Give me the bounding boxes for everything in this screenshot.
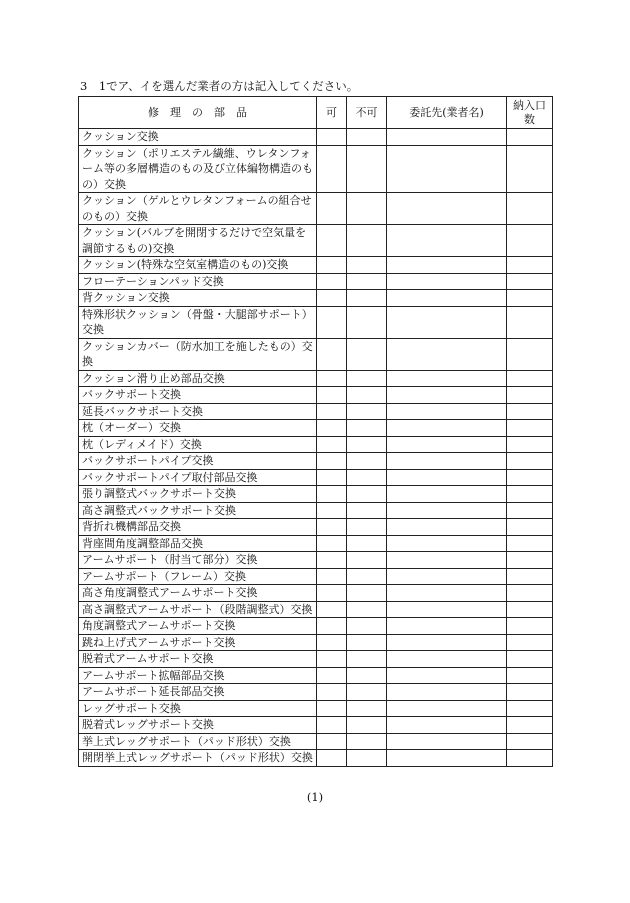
table-row [79,469,553,486]
impossible-cell[interactable] [347,502,387,519]
impossible-cell[interactable] [347,453,387,470]
possible-cell[interactable] [317,469,347,486]
possible-cell[interactable] [317,750,347,767]
repair-part-name: 枕（オーダー）交換 [79,420,317,437]
table-row [79,601,553,618]
delivery-cell[interactable] [507,387,553,404]
possible-cell[interactable] [317,193,347,225]
contractor-cell[interactable] [387,486,507,503]
possible-cell[interactable] [317,552,347,569]
impossible-cell[interactable] [347,145,387,193]
table-row [79,568,553,585]
repair-part-name: 脱着式アームサポート交換 [79,651,317,668]
table-row [79,129,553,146]
possible-cell[interactable] [317,257,347,274]
impossible-cell[interactable] [347,486,387,503]
delivery-cell[interactable] [507,257,553,274]
table-row [79,370,553,387]
repair-part-name: クッション交換 [79,129,317,146]
possible-cell[interactable] [317,129,347,146]
repair-part-name: アームサポート拡幅部品交換 [79,667,317,684]
delivery-cell[interactable] [507,651,553,668]
impossible-cell[interactable] [347,436,387,453]
table-row [79,306,553,338]
possible-cell[interactable] [317,585,347,602]
instruction-text: 3 1でア、イを選んだ業者の方は記入してください。 [80,79,359,93]
delivery-cell[interactable] [507,403,553,420]
table-body [79,129,553,767]
impossible-cell[interactable] [347,469,387,486]
impossible-cell[interactable] [347,552,387,569]
table-row [79,257,553,274]
table-row [79,733,553,750]
repair-part-name: アームサポート（フレーム）交換 [79,568,317,585]
delivery-cell[interactable] [507,667,553,684]
table-row [79,717,553,734]
delivery-cell[interactable] [507,129,553,146]
contractor-cell[interactable] [387,651,507,668]
repair-part-name: 背座間角度調整部品交換 [79,535,317,552]
repair-part-name: 枕（レディメイド）交換 [79,436,317,453]
table-row [79,651,553,668]
possible-cell[interactable] [317,651,347,668]
table-row [79,420,553,437]
delivery-cell[interactable] [507,618,553,635]
table-row [79,667,553,684]
possible-cell[interactable] [317,519,347,536]
table-row [79,290,553,307]
contractor-cell[interactable] [387,469,507,486]
table-row [79,502,553,519]
repair-part-name: クッション滑り止め部品交換 [79,370,317,387]
repair-part-name: 挙上式レッグサポート（パッド形状）交換 [79,733,317,750]
table-row [79,193,553,225]
repair-part-name: クッション（ポリエステル繊維、ウレタンフォーム等の多層構造のもの及び立体編物構造のもの）交換 [79,145,317,193]
delivery-cell[interactable] [507,535,553,552]
repair-part-name: アームサポート延長部品交換 [79,684,317,701]
possible-cell[interactable] [317,403,347,420]
contractor-cell[interactable] [387,700,507,717]
repair-part-name: バックサポートパイプ交換 [79,453,317,470]
table-row [79,338,553,370]
delivery-cell[interactable] [507,486,553,503]
possible-cell[interactable] [317,273,347,290]
contractor-cell[interactable] [387,585,507,602]
repair-part-name: 跳ね上げ式アームサポート交換 [79,634,317,651]
repair-part-name: 高さ角度調整式アームサポート交換 [79,585,317,602]
repair-part-name: フローテーションパッド交換 [79,273,317,290]
impossible-cell[interactable] [347,601,387,618]
contractor-cell[interactable] [387,618,507,635]
contractor-cell[interactable] [387,568,507,585]
possible-cell[interactable] [317,684,347,701]
delivery-cell[interactable] [507,273,553,290]
repair-part-name: アームサポート（肘当て部分）交換 [79,552,317,569]
delivery-cell[interactable] [507,420,553,437]
table-row [79,634,553,651]
impossible-cell[interactable] [347,684,387,701]
delivery-cell[interactable] [507,145,553,193]
impossible-cell[interactable] [347,403,387,420]
impossible-cell[interactable] [347,733,387,750]
header-delivery: 納入口数 [507,97,553,129]
table-row [79,453,553,470]
repair-part-name: クッション（ゲルとウレタンフォームの組合せのもの）交換 [79,193,317,225]
delivery-cell[interactable] [507,370,553,387]
repair-part-name: 背折れ機構部品交換 [79,519,317,536]
possible-cell[interactable] [317,733,347,750]
contractor-cell[interactable] [387,257,507,274]
contractor-cell[interactable] [387,145,507,193]
contractor-cell[interactable] [387,684,507,701]
delivery-cell[interactable] [507,684,553,701]
contractor-cell[interactable] [387,370,507,387]
impossible-cell[interactable] [347,257,387,274]
repair-part-name: 角度調整式アームサポート交換 [79,618,317,635]
repair-part-name: 特殊形状クッション（骨盤・大腿部サポート）交換 [79,306,317,338]
impossible-cell[interactable] [347,651,387,668]
header-possible: 可 [317,97,347,129]
delivery-cell[interactable] [507,717,553,734]
delivery-cell[interactable] [507,306,553,338]
possible-cell[interactable] [317,436,347,453]
possible-cell[interactable] [317,145,347,193]
delivery-cell[interactable] [507,700,553,717]
impossible-cell[interactable] [347,306,387,338]
contractor-cell[interactable] [387,290,507,307]
repair-part-name: 高さ調整式アームサポート（段階調整式）交換 [79,601,317,618]
table-row [79,403,553,420]
impossible-cell[interactable] [347,667,387,684]
delivery-cell[interactable] [507,469,553,486]
contractor-cell[interactable] [387,193,507,225]
impossible-cell[interactable] [347,290,387,307]
table-row [79,700,553,717]
table-row [79,519,553,536]
contractor-cell[interactable] [387,306,507,338]
table-row [79,436,553,453]
table-row [79,552,553,569]
possible-cell[interactable] [317,370,347,387]
impossible-cell[interactable] [347,193,387,225]
possible-cell[interactable] [317,502,347,519]
delivery-cell[interactable] [507,453,553,470]
contractor-cell[interactable] [387,519,507,536]
impossible-cell[interactable] [347,420,387,437]
contractor-cell[interactable] [387,717,507,734]
header-contractor: 委託先(業者名) [387,97,507,129]
impossible-cell[interactable] [347,129,387,146]
impossible-cell[interactable] [347,585,387,602]
impossible-cell[interactable] [347,750,387,767]
possible-cell[interactable] [317,225,347,257]
contractor-cell[interactable] [387,634,507,651]
delivery-cell[interactable] [507,225,553,257]
repair-part-name: 背クッション交換 [79,290,317,307]
contractor-cell[interactable] [387,403,507,420]
delivery-cell[interactable] [507,519,553,536]
repair-part-name: 張り調整式バックサポート交換 [79,486,317,503]
table-row [79,618,553,635]
repair-parts-table [78,96,553,767]
impossible-cell[interactable] [347,519,387,536]
possible-cell[interactable] [317,618,347,635]
table-row [79,535,553,552]
repair-part-name: 脱着式レッグサポート交換 [79,717,317,734]
possible-cell[interactable] [317,700,347,717]
possible-cell[interactable] [317,717,347,734]
contractor-cell[interactable] [387,273,507,290]
repair-part-name: クッションカバー（防水加工を施したもの）交換 [79,338,317,370]
impossible-cell[interactable] [347,568,387,585]
possible-cell[interactable] [317,568,347,585]
table-row [79,750,553,767]
delivery-cell[interactable] [507,502,553,519]
delivery-cell[interactable] [507,568,553,585]
impossible-cell[interactable] [347,700,387,717]
contractor-cell[interactable] [387,453,507,470]
impossible-cell[interactable] [347,535,387,552]
contractor-cell[interactable] [387,552,507,569]
possible-cell[interactable] [317,667,347,684]
possible-cell[interactable] [317,453,347,470]
delivery-cell[interactable] [507,290,553,307]
contractor-cell[interactable] [387,535,507,552]
contractor-cell[interactable] [387,436,507,453]
possible-cell[interactable] [317,306,347,338]
table-row [79,585,553,602]
repair-part-name: バックサポート交換 [79,387,317,404]
delivery-cell[interactable] [507,601,553,618]
possible-cell[interactable] [317,634,347,651]
repair-part-name: 開閉挙上式レッグサポート（パッド形状）交換 [79,750,317,767]
table-row [79,486,553,503]
contractor-cell[interactable] [387,502,507,519]
table-row [79,145,553,193]
contractor-cell[interactable] [387,129,507,146]
table-row [79,225,553,257]
contractor-cell[interactable] [387,667,507,684]
possible-cell[interactable] [317,420,347,437]
contractor-cell[interactable] [387,338,507,370]
delivery-cell[interactable] [507,193,553,225]
possible-cell[interactable] [317,338,347,370]
impossible-cell[interactable] [347,717,387,734]
contractor-cell[interactable] [387,750,507,767]
table-header-row [79,97,553,129]
page-number: (1) [306,790,324,804]
delivery-cell[interactable] [507,585,553,602]
impossible-cell[interactable] [347,387,387,404]
repair-part-name: レッグサポート交換 [79,700,317,717]
header-part: 修 理 の 部 品 [79,97,317,129]
repair-part-name: クッション(バルブを開閉するだけで空気量を調節するもの)交換 [79,225,317,257]
possible-cell[interactable] [317,486,347,503]
impossible-cell[interactable] [347,273,387,290]
possible-cell[interactable] [317,290,347,307]
impossible-cell[interactable] [347,634,387,651]
repair-part-name: バックサポートパイプ取付部品交換 [79,469,317,486]
repair-part-name: 延長バックサポート交換 [79,403,317,420]
delivery-cell[interactable] [507,436,553,453]
impossible-cell[interactable] [347,338,387,370]
table-row [79,684,553,701]
delivery-cell[interactable] [507,750,553,767]
delivery-cell[interactable] [507,634,553,651]
repair-part-name: 高さ調整式バックサポート交換 [79,502,317,519]
possible-cell[interactable] [317,601,347,618]
table-row [79,273,553,290]
repair-part-name: クッション(特殊な空気室構造のもの)交換 [79,257,317,274]
impossible-cell[interactable] [347,618,387,635]
table-row [79,387,553,404]
contractor-cell[interactable] [387,225,507,257]
contractor-cell[interactable] [387,387,507,404]
contractor-cell[interactable] [387,420,507,437]
possible-cell[interactable] [317,535,347,552]
possible-cell[interactable] [317,387,347,404]
header-impossible: 不可 [347,97,387,129]
impossible-cell[interactable] [347,225,387,257]
delivery-cell[interactable] [507,338,553,370]
impossible-cell[interactable] [347,370,387,387]
delivery-cell[interactable] [507,552,553,569]
contractor-cell[interactable] [387,601,507,618]
contractor-cell[interactable] [387,733,507,750]
delivery-cell[interactable] [507,733,553,750]
